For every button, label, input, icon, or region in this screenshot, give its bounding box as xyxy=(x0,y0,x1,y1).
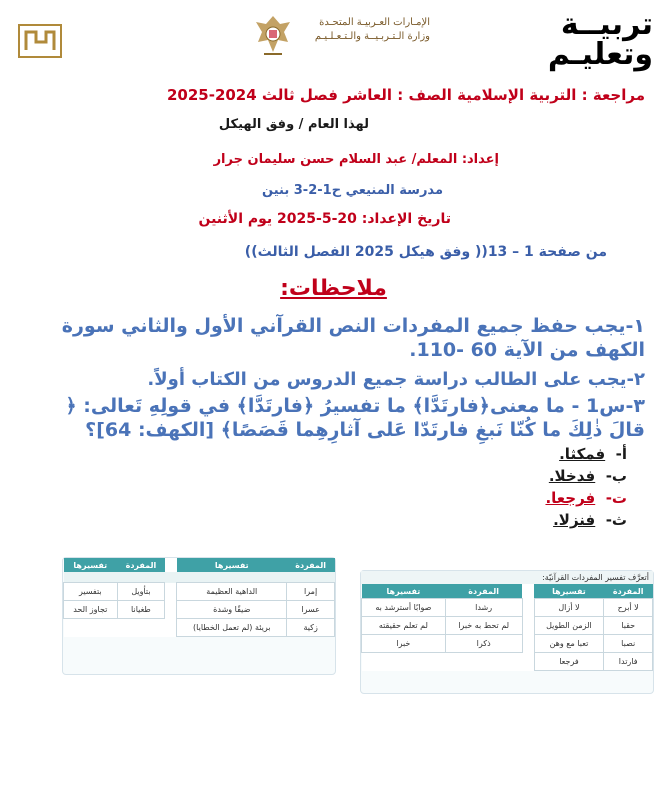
page-range: من صفحة 1 – 13(( وفق هيكل 2025 الفصل الثالث)) xyxy=(244,244,607,260)
table-caption: أتعرَّف تفسير المفردات القرآنيّة: xyxy=(361,571,653,584)
vocab-table-right xyxy=(360,570,654,694)
ministry-header xyxy=(250,12,430,60)
table-row: زكية بريئة (لم تعمل الخطايا) xyxy=(64,619,335,637)
note-2: ٢-يجب على الطالب دراسة جميع الدروس من الكتاب أولاً. xyxy=(147,369,645,390)
notes-heading: ملاحظات: xyxy=(280,276,387,301)
vocab-table-left xyxy=(62,557,336,675)
brand-logo xyxy=(518,7,653,72)
school-name: مدرسة المنيعي ح1-2-3 بنين xyxy=(262,183,443,198)
table-row: فارتدا فرجعا xyxy=(362,653,653,671)
option-d[interactable]: ث- فنزلا. xyxy=(553,511,627,529)
brand-line-1: تربيــة xyxy=(560,7,653,42)
option-b[interactable]: ب- فدخلا. xyxy=(548,467,627,485)
table-header-row: المفردة تفسيرها المفردة تفسيرها xyxy=(64,558,335,572)
table-row: لا أبرح لا أزال رشدا صوابًا أسترشد به xyxy=(362,599,653,617)
table-row: نصبا تعبا مع وهن ذكرا خبرا xyxy=(362,635,653,653)
note-1: ١-يجب حفظ جميع المفردات النص القرآني الأول والثاني سورة الكهف من الآية 60 -110. xyxy=(61,315,645,361)
vocab-table-right-grid xyxy=(361,584,653,671)
table-row: حقبا الزمن الطويل لم تحط به خبرا لم تعلم حقيقته xyxy=(362,617,653,635)
option-c[interactable]: ت- فرجعا. xyxy=(545,489,627,507)
prepared-by: إعداد: المعلم/ عبد السلام حسن سليمان جرار xyxy=(213,152,499,167)
option-a[interactable]: أ- فمكثا. xyxy=(559,445,627,463)
scope-line: لهذا العام / وفق الهيكل xyxy=(218,117,369,132)
vocab-table-left-grid xyxy=(63,558,335,637)
note-3-question: ٣-س1 - ما معنى﴿فارتَدَّا﴾ ما تفسيرُ ﴿فارتَدَّا﴾ في قولِهِ تَعالى: ﴿ قالَ ذٰلِكَ ما كُنّا نَبغِ فارتَدّا عَلى آثارِهِما قَصَصًا﴾ [الكهف: 64]؟ xyxy=(65,395,645,441)
school-logo-icon xyxy=(18,24,62,58)
table-row: عسرا ضيقًا وشدة طغيانا تجاوز الحد xyxy=(64,601,335,619)
preparation-date: تاريخ الإعداد: 20-5-2025 يوم الأثنين xyxy=(198,211,451,227)
review-title: مراجعة : التربية الإسلامية الصف : العاشر فصل ثالث 2024-2025 xyxy=(166,86,645,104)
table-header-row: المفردة تفسيرها المفردة تفسيرها xyxy=(362,584,653,599)
brand-line-2: وتعليـم xyxy=(547,37,653,72)
table-row: إمرا الداهية العظيمة بتأويل بتفسير xyxy=(64,583,335,601)
uae-emblem-icon xyxy=(250,12,296,60)
ministry-name: الإمـارات العـربيـة المتحـدة وزارة الـتـربـيــة والـتـعـلـيـم xyxy=(314,17,430,42)
